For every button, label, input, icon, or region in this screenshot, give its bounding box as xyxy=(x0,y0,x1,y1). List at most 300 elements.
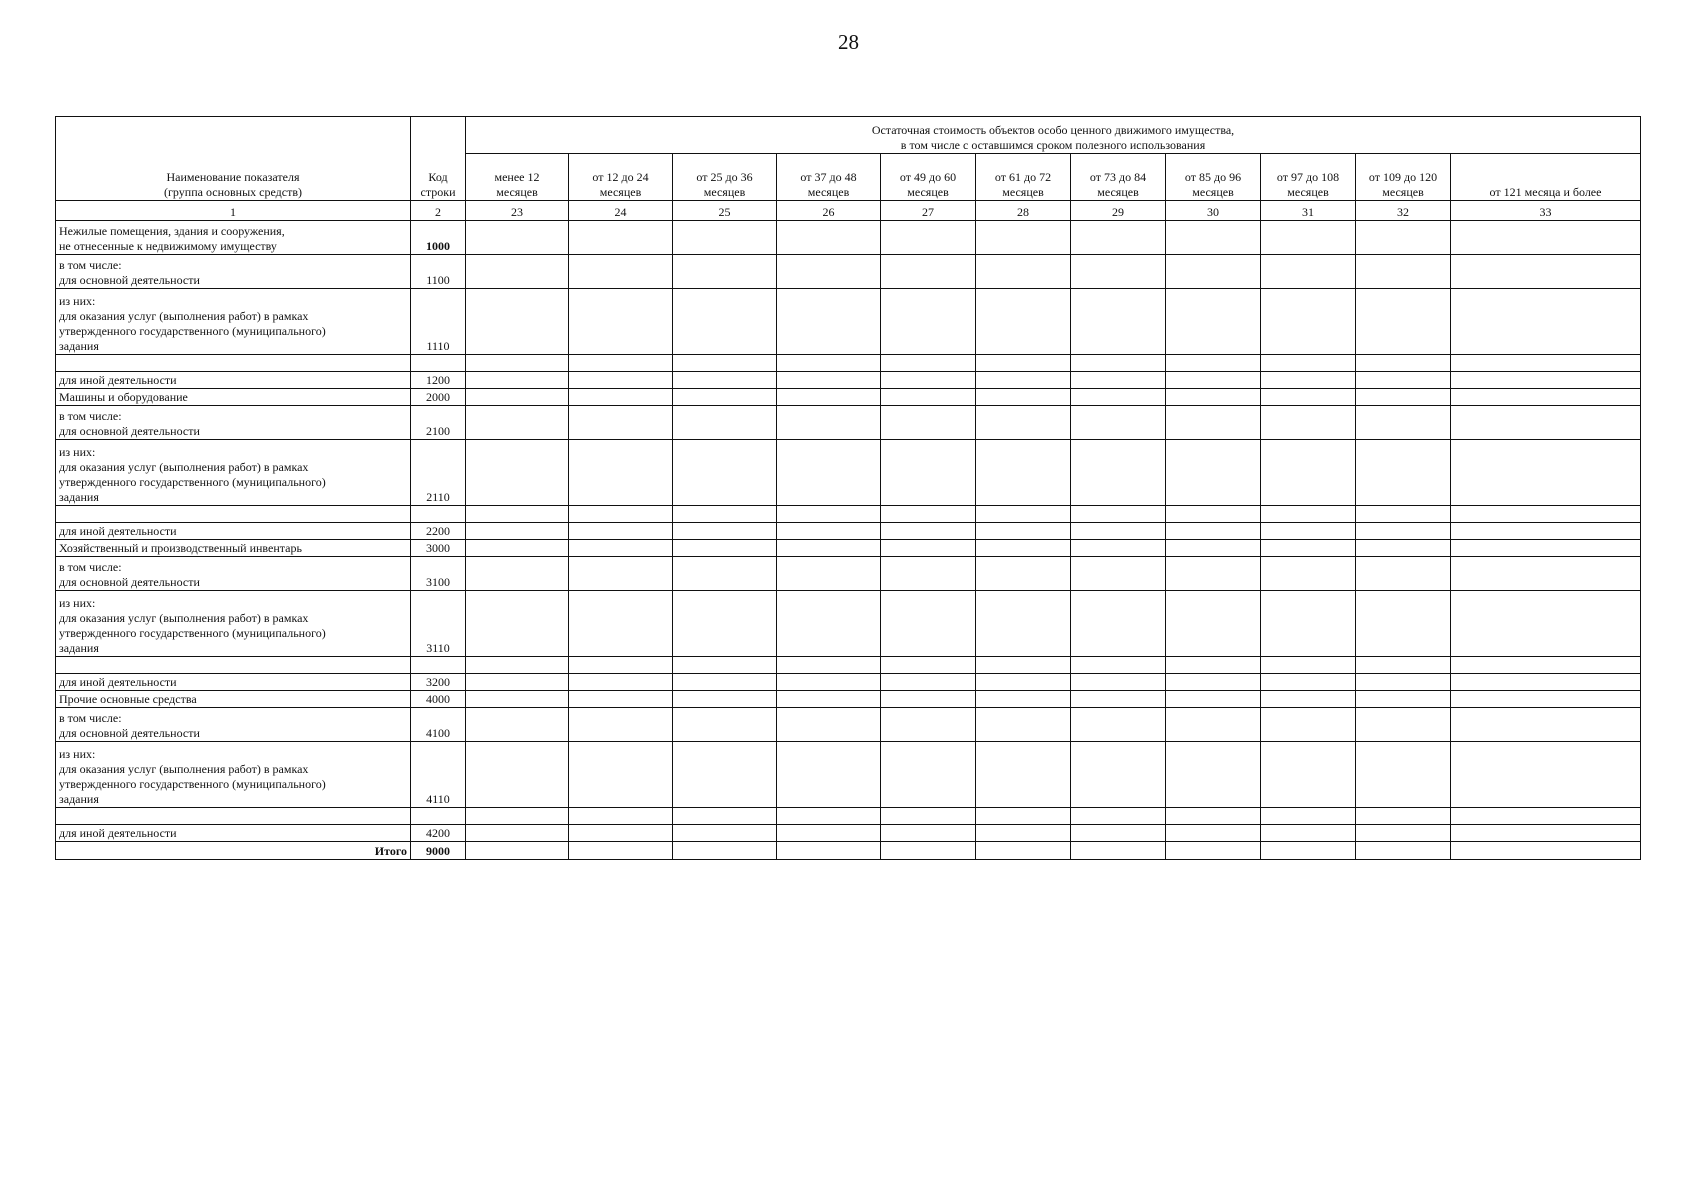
header-period-1: менее 12 месяцев xyxy=(466,154,569,201)
value-cell[interactable] xyxy=(1451,440,1641,506)
row-label: для иной деятельности xyxy=(56,523,411,540)
value-cell[interactable] xyxy=(466,691,569,708)
value-cell[interactable] xyxy=(1261,389,1356,406)
value-cell[interactable] xyxy=(1261,255,1356,289)
value-cell[interactable] xyxy=(1451,255,1641,289)
value-cell[interactable] xyxy=(881,523,976,540)
value-cell[interactable] xyxy=(777,674,881,691)
value-cell[interactable] xyxy=(976,657,1071,674)
value-cell[interactable] xyxy=(569,540,673,557)
value-cell[interactable] xyxy=(466,355,569,372)
value-cell[interactable] xyxy=(466,372,569,389)
table-row xyxy=(56,657,1641,674)
row-label xyxy=(56,355,411,372)
value-cell[interactable] xyxy=(569,372,673,389)
total-value-cell[interactable] xyxy=(1166,842,1261,860)
column-number: 28 xyxy=(976,201,1071,221)
value-cell[interactable] xyxy=(673,591,777,657)
value-cell[interactable] xyxy=(976,255,1071,289)
value-cell[interactable] xyxy=(777,557,881,591)
value-cell[interactable] xyxy=(569,440,673,506)
value-cell[interactable] xyxy=(777,657,881,674)
value-cell[interactable] xyxy=(1451,808,1641,825)
value-cell[interactable] xyxy=(569,355,673,372)
value-cell[interactable] xyxy=(466,289,569,355)
value-cell[interactable] xyxy=(1451,221,1641,255)
value-cell[interactable] xyxy=(777,540,881,557)
value-cell[interactable] xyxy=(569,221,673,255)
value-cell[interactable] xyxy=(673,742,777,808)
header-code-column: Код строки xyxy=(411,117,466,201)
value-cell[interactable] xyxy=(569,825,673,842)
value-cell[interactable] xyxy=(1356,657,1451,674)
value-cell[interactable] xyxy=(1071,708,1166,742)
value-cell[interactable] xyxy=(1166,440,1261,506)
value-cell[interactable] xyxy=(1071,825,1166,842)
value-cell[interactable] xyxy=(777,221,881,255)
value-cell[interactable] xyxy=(569,406,673,440)
value-cell[interactable] xyxy=(976,674,1071,691)
column-number: 33 xyxy=(1451,201,1641,221)
value-cell[interactable] xyxy=(1356,440,1451,506)
value-cell[interactable] xyxy=(466,540,569,557)
value-cell[interactable] xyxy=(777,825,881,842)
value-cell[interactable] xyxy=(673,440,777,506)
value-cell[interactable] xyxy=(1071,255,1166,289)
header-period-4: от 37 до 48 месяцев xyxy=(777,154,881,201)
value-cell[interactable] xyxy=(777,389,881,406)
value-cell[interactable] xyxy=(1261,708,1356,742)
value-cell[interactable] xyxy=(569,742,673,808)
value-cell[interactable] xyxy=(881,440,976,506)
value-cell[interactable] xyxy=(1071,389,1166,406)
value-cell[interactable] xyxy=(1071,355,1166,372)
value-cell[interactable] xyxy=(1261,221,1356,255)
header-period-10: от 109 до 120 месяцев xyxy=(1356,154,1451,201)
value-cell[interactable] xyxy=(1261,691,1356,708)
value-cell[interactable] xyxy=(673,523,777,540)
table-row xyxy=(56,372,1641,389)
value-cell[interactable] xyxy=(881,406,976,440)
value-cell[interactable] xyxy=(881,372,976,389)
value-cell[interactable] xyxy=(1166,506,1261,523)
value-cell[interactable] xyxy=(1261,406,1356,440)
total-value-cell[interactable] xyxy=(466,842,569,860)
value-cell[interactable] xyxy=(1261,742,1356,808)
value-cell[interactable] xyxy=(1071,691,1166,708)
value-cell[interactable] xyxy=(1166,406,1261,440)
value-cell[interactable] xyxy=(569,708,673,742)
table-row xyxy=(56,406,1641,440)
value-cell[interactable] xyxy=(466,440,569,506)
table-row xyxy=(56,591,1641,657)
value-cell[interactable] xyxy=(1261,657,1356,674)
value-cell[interactable] xyxy=(1166,691,1261,708)
value-cell[interactable] xyxy=(1356,674,1451,691)
total-value-cell[interactable] xyxy=(1451,842,1641,860)
value-cell[interactable] xyxy=(673,255,777,289)
value-cell[interactable] xyxy=(673,372,777,389)
value-cell[interactable] xyxy=(466,708,569,742)
total-code: 9000 xyxy=(411,842,466,860)
header-period-7: от 73 до 84 месяцев xyxy=(1071,154,1166,201)
value-cell[interactable] xyxy=(976,221,1071,255)
value-cell[interactable] xyxy=(1261,523,1356,540)
value-cell[interactable] xyxy=(976,355,1071,372)
row-code xyxy=(411,355,466,372)
row-label xyxy=(56,506,411,523)
value-cell[interactable] xyxy=(673,825,777,842)
value-cell[interactable] xyxy=(466,389,569,406)
value-cell[interactable] xyxy=(1166,221,1261,255)
value-cell[interactable] xyxy=(466,406,569,440)
value-cell[interactable] xyxy=(1071,742,1166,808)
value-cell[interactable] xyxy=(1356,708,1451,742)
value-cell[interactable] xyxy=(1451,591,1641,657)
table-row xyxy=(56,557,1641,591)
table-row xyxy=(56,506,1641,523)
value-cell[interactable] xyxy=(1356,825,1451,842)
value-cell[interactable] xyxy=(881,708,976,742)
column-number: 26 xyxy=(777,201,881,221)
value-cell[interactable] xyxy=(1071,674,1166,691)
value-cell[interactable] xyxy=(976,540,1071,557)
header-name-column: Наименование показателя (группа основных средств) xyxy=(56,117,411,201)
value-cell[interactable] xyxy=(777,708,881,742)
value-cell[interactable] xyxy=(1451,523,1641,540)
value-cell[interactable] xyxy=(976,808,1071,825)
value-cell[interactable] xyxy=(1166,557,1261,591)
value-cell[interactable] xyxy=(1071,406,1166,440)
value-cell[interactable] xyxy=(976,591,1071,657)
value-cell[interactable] xyxy=(466,674,569,691)
value-cell[interactable] xyxy=(777,506,881,523)
value-cell[interactable] xyxy=(466,221,569,255)
table-row xyxy=(56,674,1641,691)
value-cell[interactable] xyxy=(1356,506,1451,523)
value-cell[interactable] xyxy=(777,406,881,440)
value-cell[interactable] xyxy=(1356,255,1451,289)
value-cell[interactable] xyxy=(881,255,976,289)
value-cell[interactable] xyxy=(1166,540,1261,557)
value-cell[interactable] xyxy=(673,691,777,708)
total-value-cell[interactable] xyxy=(1356,842,1451,860)
column-number: 24 xyxy=(569,201,673,221)
value-cell[interactable] xyxy=(1261,355,1356,372)
value-cell[interactable] xyxy=(1261,506,1356,523)
row-label: для иной деятельности xyxy=(56,825,411,842)
value-cell[interactable] xyxy=(1071,808,1166,825)
value-cell[interactable] xyxy=(569,808,673,825)
value-cell[interactable] xyxy=(1166,255,1261,289)
value-cell[interactable] xyxy=(569,691,673,708)
value-cell[interactable] xyxy=(466,557,569,591)
value-cell[interactable] xyxy=(466,808,569,825)
value-cell[interactable] xyxy=(881,674,976,691)
column-number: 32 xyxy=(1356,201,1451,221)
table-row xyxy=(56,825,1641,842)
header-period-5: от 49 до 60 месяцев xyxy=(881,154,976,201)
value-cell[interactable] xyxy=(777,372,881,389)
value-cell[interactable] xyxy=(569,591,673,657)
column-number: 31 xyxy=(1261,201,1356,221)
header-group-title: Остаточная стоимость объектов особо ценного движимого имущества, в том числе с оставшимся сроком полезного использования xyxy=(466,117,1641,154)
value-cell[interactable] xyxy=(1356,523,1451,540)
value-cell[interactable] xyxy=(1261,808,1356,825)
value-cell[interactable] xyxy=(569,657,673,674)
value-cell[interactable] xyxy=(1451,557,1641,591)
value-cell[interactable] xyxy=(1261,289,1356,355)
value-cell[interactable] xyxy=(1071,523,1166,540)
value-cell[interactable] xyxy=(881,540,976,557)
value-cell[interactable] xyxy=(1356,289,1451,355)
value-cell[interactable] xyxy=(976,557,1071,591)
value-cell[interactable] xyxy=(881,221,976,255)
value-cell[interactable] xyxy=(1451,506,1641,523)
value-cell[interactable] xyxy=(1356,691,1451,708)
value-cell[interactable] xyxy=(673,289,777,355)
row-code: 2110 xyxy=(411,440,466,506)
value-cell[interactable] xyxy=(1071,557,1166,591)
value-cell[interactable] xyxy=(466,523,569,540)
value-cell[interactable] xyxy=(881,657,976,674)
value-cell[interactable] xyxy=(1166,523,1261,540)
value-cell[interactable] xyxy=(976,523,1071,540)
value-cell[interactable] xyxy=(673,506,777,523)
value-cell[interactable] xyxy=(1071,221,1166,255)
value-cell[interactable] xyxy=(1261,372,1356,389)
value-cell[interactable] xyxy=(976,825,1071,842)
header-period-8: от 85 до 96 месяцев xyxy=(1166,154,1261,201)
value-cell[interactable] xyxy=(1166,389,1261,406)
value-cell[interactable] xyxy=(466,255,569,289)
value-cell[interactable] xyxy=(1356,808,1451,825)
value-cell[interactable] xyxy=(881,591,976,657)
total-value-cell[interactable] xyxy=(976,842,1071,860)
value-cell[interactable] xyxy=(1356,221,1451,255)
value-cell[interactable] xyxy=(976,742,1071,808)
row-code xyxy=(411,657,466,674)
value-cell[interactable] xyxy=(1356,406,1451,440)
value-cell[interactable] xyxy=(1166,591,1261,657)
row-label xyxy=(56,808,411,825)
value-cell[interactable] xyxy=(1451,691,1641,708)
value-cell[interactable] xyxy=(777,523,881,540)
value-cell[interactable] xyxy=(1451,355,1641,372)
row-code: 4200 xyxy=(411,825,466,842)
row-label: Машины и оборудование xyxy=(56,389,411,406)
value-cell[interactable] xyxy=(1451,657,1641,674)
value-cell[interactable] xyxy=(673,540,777,557)
value-cell[interactable] xyxy=(1166,808,1261,825)
value-cell[interactable] xyxy=(881,289,976,355)
value-cell[interactable] xyxy=(777,255,881,289)
value-cell[interactable] xyxy=(1356,557,1451,591)
value-cell[interactable] xyxy=(881,742,976,808)
value-cell[interactable] xyxy=(673,657,777,674)
value-cell[interactable] xyxy=(1071,440,1166,506)
row-code: 1110 xyxy=(411,289,466,355)
value-cell[interactable] xyxy=(881,355,976,372)
row-label: из них: для оказания услуг (выполнения работ) в рамках утвержденного государственного (муниципального) задания xyxy=(56,742,411,808)
value-cell[interactable] xyxy=(569,506,673,523)
value-cell[interactable] xyxy=(673,557,777,591)
value-cell[interactable] xyxy=(881,691,976,708)
table-row xyxy=(56,708,1641,742)
value-cell[interactable] xyxy=(881,557,976,591)
value-cell[interactable] xyxy=(1451,708,1641,742)
value-cell[interactable] xyxy=(1356,355,1451,372)
value-cell[interactable] xyxy=(1261,825,1356,842)
value-cell[interactable] xyxy=(1261,440,1356,506)
total-value-cell[interactable] xyxy=(1261,842,1356,860)
row-code: 3200 xyxy=(411,674,466,691)
value-cell[interactable] xyxy=(777,440,881,506)
value-cell[interactable] xyxy=(569,389,673,406)
value-cell[interactable] xyxy=(881,389,976,406)
value-cell[interactable] xyxy=(1071,289,1166,355)
value-cell[interactable] xyxy=(1451,825,1641,842)
value-cell[interactable] xyxy=(881,808,976,825)
value-cell[interactable] xyxy=(673,221,777,255)
value-cell[interactable] xyxy=(1451,674,1641,691)
total-label: Итого xyxy=(56,842,411,860)
row-code: 1200 xyxy=(411,372,466,389)
row-label: в том числе: для основной деятельности xyxy=(56,406,411,440)
row-code xyxy=(411,506,466,523)
value-cell[interactable] xyxy=(1071,506,1166,523)
value-cell[interactable] xyxy=(1071,657,1166,674)
value-cell[interactable] xyxy=(777,808,881,825)
table-row xyxy=(56,742,1641,808)
row-label: Хозяйственный и производственный инвентарь xyxy=(56,540,411,557)
value-cell[interactable] xyxy=(1261,540,1356,557)
value-cell[interactable] xyxy=(569,674,673,691)
value-cell[interactable] xyxy=(976,406,1071,440)
total-value-cell[interactable] xyxy=(1071,842,1166,860)
value-cell[interactable] xyxy=(1451,372,1641,389)
value-cell[interactable] xyxy=(976,372,1071,389)
value-cell[interactable] xyxy=(1071,372,1166,389)
value-cell[interactable] xyxy=(466,742,569,808)
value-cell[interactable] xyxy=(976,506,1071,523)
value-cell[interactable] xyxy=(1451,389,1641,406)
row-code: 3000 xyxy=(411,540,466,557)
value-cell[interactable] xyxy=(569,523,673,540)
value-cell[interactable] xyxy=(1356,591,1451,657)
value-cell[interactable] xyxy=(881,825,976,842)
value-cell[interactable] xyxy=(777,591,881,657)
value-cell[interactable] xyxy=(777,355,881,372)
total-value-cell[interactable] xyxy=(881,842,976,860)
row-code: 1100 xyxy=(411,255,466,289)
value-cell[interactable] xyxy=(1166,825,1261,842)
column-number: 23 xyxy=(466,201,569,221)
table-row xyxy=(56,540,1641,557)
value-cell[interactable] xyxy=(569,255,673,289)
row-code: 2100 xyxy=(411,406,466,440)
row-code xyxy=(411,808,466,825)
value-cell[interactable] xyxy=(466,506,569,523)
table-row xyxy=(56,523,1641,540)
value-cell[interactable] xyxy=(1261,674,1356,691)
value-cell[interactable] xyxy=(1451,540,1641,557)
value-cell[interactable] xyxy=(976,289,1071,355)
header-period-3: от 25 до 36 месяцев xyxy=(673,154,777,201)
row-code: 2000 xyxy=(411,389,466,406)
table-row xyxy=(56,289,1641,355)
row-label: для иной деятельности xyxy=(56,372,411,389)
row-label: для иной деятельности xyxy=(56,674,411,691)
value-cell[interactable] xyxy=(1166,289,1261,355)
value-cell[interactable] xyxy=(1261,591,1356,657)
row-code: 1000 xyxy=(411,221,466,255)
value-cell[interactable] xyxy=(673,355,777,372)
value-cell[interactable] xyxy=(1166,355,1261,372)
value-cell[interactable] xyxy=(976,691,1071,708)
value-cell[interactable] xyxy=(1451,742,1641,808)
value-cell[interactable] xyxy=(1356,389,1451,406)
table-row xyxy=(56,389,1641,406)
value-cell[interactable] xyxy=(673,708,777,742)
row-label: из них: для оказания услуг (выполнения работ) в рамках утвержденного государственного (муниципального) задания xyxy=(56,289,411,355)
value-cell[interactable] xyxy=(1261,557,1356,591)
value-cell[interactable] xyxy=(881,506,976,523)
column-number: 1 xyxy=(56,201,411,221)
value-cell[interactable] xyxy=(976,708,1071,742)
row-label: в том числе: для основной деятельности xyxy=(56,557,411,591)
total-value-cell[interactable] xyxy=(569,842,673,860)
value-cell[interactable] xyxy=(1451,289,1641,355)
value-cell[interactable] xyxy=(777,289,881,355)
value-cell[interactable] xyxy=(976,440,1071,506)
value-cell[interactable] xyxy=(777,691,881,708)
value-cell[interactable] xyxy=(1166,372,1261,389)
value-cell[interactable] xyxy=(673,674,777,691)
value-cell[interactable] xyxy=(466,657,569,674)
row-label: в том числе: для основной деятельности xyxy=(56,255,411,289)
value-cell[interactable] xyxy=(1356,540,1451,557)
header-period-9: от 97 до 108 месяцев xyxy=(1261,154,1356,201)
value-cell[interactable] xyxy=(777,742,881,808)
value-cell[interactable] xyxy=(1071,540,1166,557)
row-label: из них: для оказания услуг (выполнения работ) в рамках утвержденного государственного (муниципального) задания xyxy=(56,591,411,657)
value-cell[interactable] xyxy=(673,808,777,825)
value-cell[interactable] xyxy=(569,289,673,355)
value-cell[interactable] xyxy=(976,389,1071,406)
value-cell[interactable] xyxy=(1166,674,1261,691)
row-code: 4110 xyxy=(411,742,466,808)
value-cell[interactable] xyxy=(673,389,777,406)
value-cell[interactable] xyxy=(1166,742,1261,808)
value-cell[interactable] xyxy=(1166,708,1261,742)
value-cell[interactable] xyxy=(569,557,673,591)
column-number: 27 xyxy=(881,201,976,221)
value-cell[interactable] xyxy=(1451,406,1641,440)
total-value-cell[interactable] xyxy=(673,842,777,860)
row-code: 2200 xyxy=(411,523,466,540)
value-cell[interactable] xyxy=(1071,591,1166,657)
value-cell[interactable] xyxy=(1356,742,1451,808)
value-cell[interactable] xyxy=(1356,372,1451,389)
row-label: из них: для оказания услуг (выполнения работ) в рамках утвержденного государственного (муниципального) задания xyxy=(56,440,411,506)
row-label: Прочие основные средства xyxy=(56,691,411,708)
value-cell[interactable] xyxy=(466,591,569,657)
value-cell[interactable] xyxy=(1166,657,1261,674)
value-cell[interactable] xyxy=(673,406,777,440)
value-cell[interactable] xyxy=(466,825,569,842)
total-value-cell[interactable] xyxy=(777,842,881,860)
